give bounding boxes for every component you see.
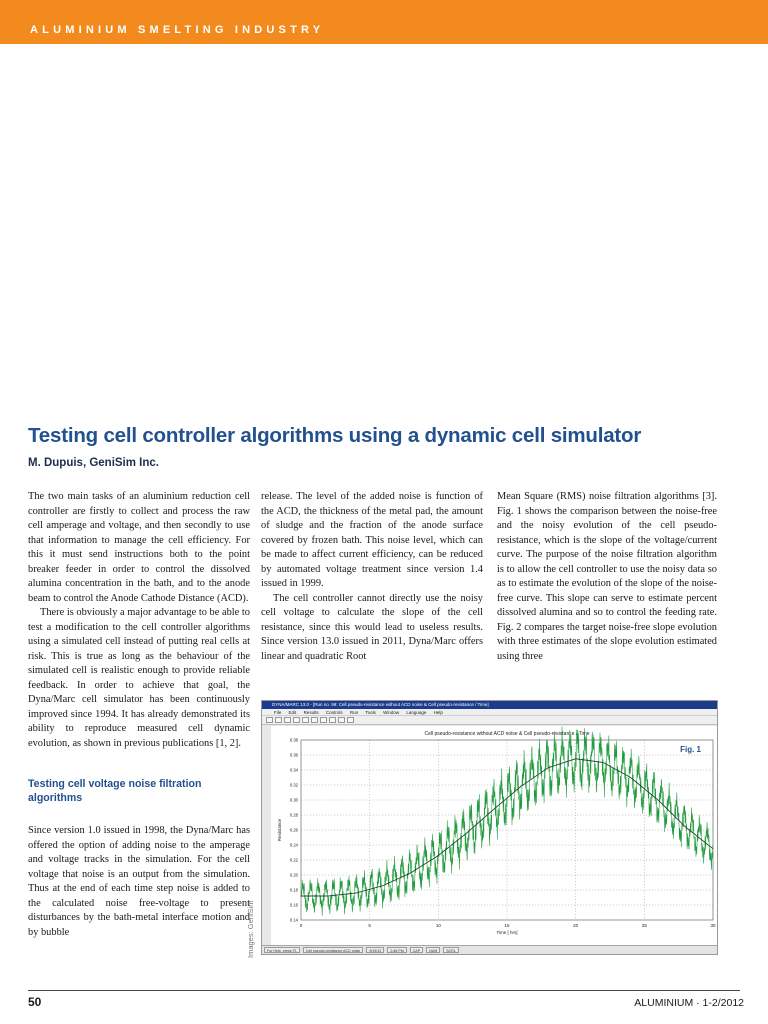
figure-toolbar (262, 716, 717, 725)
y-tick-label: 0.18 (289, 887, 298, 893)
x-tick-label: 30 (710, 923, 716, 928)
toolbar-button-icon (329, 717, 336, 723)
column-3 (497, 490, 717, 664)
y-tick-label: 0.30 (289, 797, 298, 803)
footer-rule (28, 990, 740, 991)
toolbar-button-icon (320, 717, 327, 723)
status-field: NUM (426, 947, 440, 953)
toolbar-button-icon (311, 717, 318, 723)
y-tick-label: 0.16 (289, 902, 298, 908)
column-2 (261, 490, 483, 664)
journal-issue: ALUMINIUM · 1-2/2012 (634, 997, 744, 1009)
article-title: Testing cell controller algorithms using a dynamic cell simulator (28, 424, 642, 447)
paragraph: There is obviously a major advantage to be able to test a modification to the cell controller algorithms using a simulated cell instead of putting real cells at risk. This is true as long as the behaviour of the simulated cell is realistic enough to provide reliable feedback. In order to achieve that goal, the Dyna/Marc cell simulator has been continuously improved since 1994. It has already demonstrated its ability to reproduce measured cell dynamic evolution, as shown in previous publications [1, 2]. (28, 607, 250, 749)
figure-statusbar (262, 945, 717, 954)
status-field: Cell pseudo-resistance ACD noise (303, 947, 364, 953)
toolbar-button-icon (293, 717, 300, 723)
menu-item: Controls (325, 710, 343, 715)
paragraph: release. The level of the added noise is function of the ACD, the thickness of the metal pad, the amount of sludge and the fraction of the anode surface covered by frozen bath. This noise level, which can be made to affect current efficiency, can be reduced by automated voltage treatment since version 1.4 issued in 1999. (261, 491, 483, 589)
chart-title: Cell pseudo-resistance without ACD noise & Cell pseudo-resistance / Time (424, 731, 590, 737)
paragraph: The two main tasks of an aluminium reduction cell controller are firstly to collect and process the raw cell amperage and voltage, and then secondly to use that information to manage the cell efficiency. For this it must send instructions both to the point breaker feeder in order to control the dissolved alumina concentration in the bath, and to the anode beam to control the Anode Cathode Distance (ACD). (28, 491, 250, 604)
y-tick-label: 0.38 (289, 737, 298, 743)
menu-item: Help (433, 710, 443, 715)
figure-window-title: DYNA/MARC 13.0 - [Run no. 99: Cell pseudo-resistance without ACD noise & Cell pseudo-resistance / Time] (262, 701, 717, 709)
menu-item: Window (383, 710, 400, 715)
x-tick-label: 10 (435, 923, 441, 928)
paragraph: Mean Square (RMS) noise filtration algorithms [3]. Fig. 1 shows the comparison between the noise-free and the noisy evolution of the cell pseudo-resistance, which is the slope of the voltage/current curve. The purpose of the noise filtration algorithm is to allow the cell controller to use the noisy data so as to estimate the evolution of the slope of the noise-free curve. This slope can serve to estimate percent dissolved alumina and so to control the feeding rate. Fig. 2 compares the target noise-free slope evolution with three estimates of the slope evolution estimated using three (497, 491, 717, 662)
y-tick-label: 0.28 (289, 812, 298, 818)
y-tick-label: 0.36 (289, 752, 298, 758)
menu-item: Language (406, 710, 427, 715)
byline: M. Dupuis, GeniSim Inc. (28, 457, 159, 469)
toolbar-button-icon (275, 717, 282, 723)
y-tick-label: 0.22 (289, 857, 298, 863)
figure-menubar (262, 709, 717, 716)
y-tick-label: 0.26 (289, 827, 298, 833)
column-1 (28, 490, 250, 940)
figure-1 (261, 700, 718, 955)
page-number: 50 (28, 995, 42, 1009)
section-title: ALUMINIUM SMELTING INDUSTRY (30, 24, 325, 36)
chart-area (271, 726, 717, 946)
paragraph: Since version 1.0 issued in 1998, the Dyna/Marc has offered the option of adding noise to the amperage and voltage tracks in the simulation. For the cell voltage that noise is an output from the simulation. Thus at the end of each time step noise is added to the calculated noise free-voltage to present disturbances by the bath-metal interface motion and by bubble (28, 825, 250, 938)
status-field: SCRL (443, 947, 459, 953)
header-band (0, 0, 768, 44)
status-field: For Help, press F1 (264, 947, 300, 953)
y-tick-label: 0.20 (289, 872, 298, 878)
x-tick-label: 15 (504, 923, 510, 928)
menu-item: Tools (365, 710, 376, 715)
toolbar-button-icon (302, 717, 309, 723)
x-tick-label: 5 (368, 923, 371, 928)
paragraph: The cell controller cannot directly use the noisy cell voltage to calculate the slope of the cell resistance, since this would lead to useless results. Since version 13.0 issued in 2011, Dyna/Marc offers linear and quadratic Root (261, 592, 483, 662)
menu-item: Results (303, 710, 319, 715)
y-tick-label: 0.14 (289, 917, 298, 923)
toolbar-button-icon (338, 717, 345, 723)
status-field: 9/19/12 (366, 947, 384, 953)
section-heading: Testing cell voltage noise filtration algorithms (28, 778, 202, 804)
x-tick-label: 25 (641, 923, 647, 928)
toolbar-button-icon (347, 717, 354, 723)
image-credit: Images: GeniSim (246, 900, 255, 958)
menu-item: Run (349, 710, 359, 715)
chart-svg (271, 726, 717, 946)
menu-item: Edit (288, 710, 297, 715)
figure-label: Fig. 1 (680, 745, 701, 754)
toolbar-button-icon (284, 717, 291, 723)
y-tick-label: 0.32 (289, 782, 298, 788)
x-tick-label: 20 (573, 923, 579, 928)
y-tick-label: 0.24 (289, 842, 298, 848)
status-field: 2:46 PM (387, 947, 406, 953)
toolbar-button-icon (266, 717, 273, 723)
x-tick-label: 0 (299, 923, 303, 928)
x-axis-label: Time [ hrs] (496, 930, 518, 935)
menu-item: File (274, 710, 282, 715)
status-field: CAP (410, 947, 423, 953)
y-tick-label: 0.34 (289, 767, 298, 773)
y-axis-label: Resistance (277, 818, 282, 842)
